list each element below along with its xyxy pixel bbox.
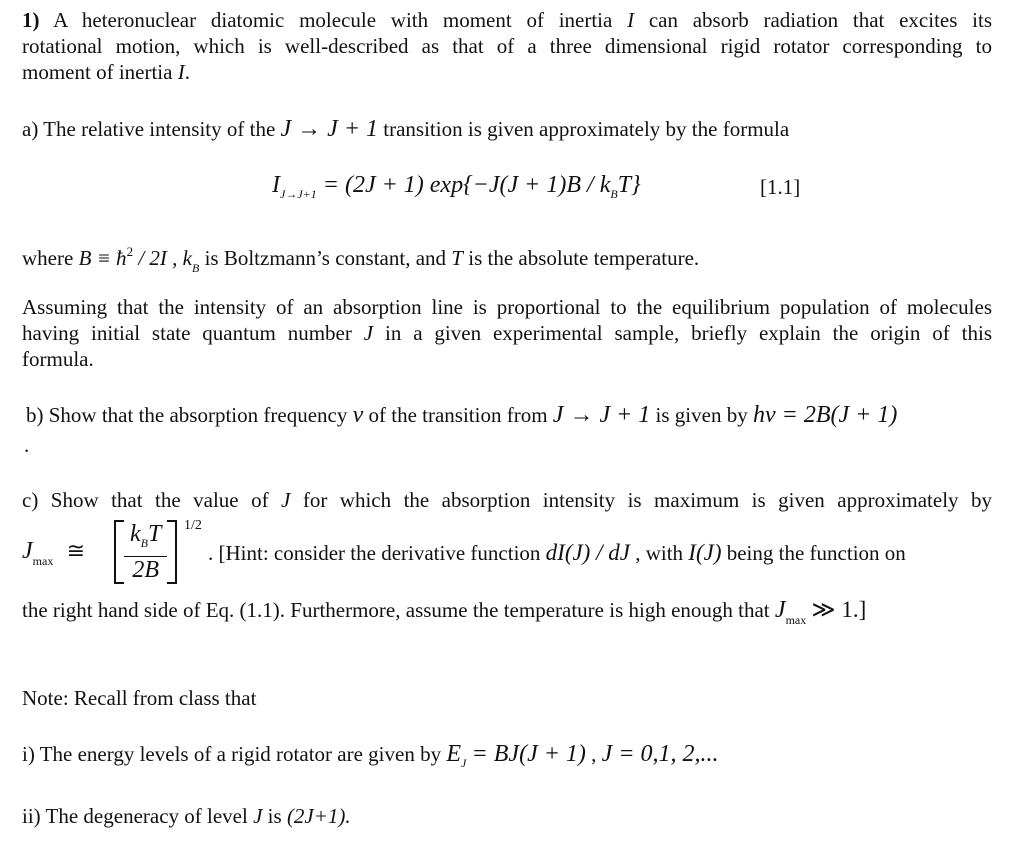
fraction-numerator [124, 521, 167, 557]
q1-line-2 [22, 33, 992, 59]
equation-number: [1.1] [760, 175, 801, 199]
note-ii-j: J [253, 804, 263, 828]
assume-text-1: Assuming that the intensity of an absorption line is proportional to the equilibrium population of molecules [22, 295, 992, 319]
eq-rhs: = (2J + 1) exp{−J(J + 1)B / k [322, 172, 611, 198]
where-sup: 2 [126, 244, 134, 259]
eq-lhs-sub: J→J+1 [280, 187, 317, 201]
part-b [26, 402, 897, 428]
assume-line-2 [22, 320, 992, 346]
eq-rhs-end: T} [617, 172, 641, 198]
kb-sub: B [191, 261, 200, 275]
energy-symbol: E [446, 741, 461, 767]
q1-text-3: rotational motion, which is well-described as that of a three dimensional rigid rotator corresponding to [22, 34, 992, 58]
power-exponent: 1/2 [184, 518, 202, 533]
part-a-intro-text: a) The relative intensity of the [22, 117, 276, 141]
where-text-3: is the absolute temperature. [468, 246, 700, 270]
jmax-formula-line [22, 516, 997, 588]
line3-jmax: J [774, 597, 786, 623]
q1-line-3: moment of inertia I. [22, 60, 190, 84]
kb-symbol: k [182, 246, 192, 270]
assume-j: J [363, 321, 374, 345]
part-c-text-1: c) Show that the value of [22, 488, 269, 512]
num-t: T [148, 521, 162, 547]
q1-text-1: A heteronuclear diatomic molecule with moment of inertia [53, 8, 613, 32]
note-ii-text: ii) The degeneracy of level [22, 804, 248, 828]
right-bracket [167, 520, 177, 584]
equation-1-1 [272, 172, 641, 207]
jmax-fraction [124, 521, 167, 583]
energy-equation: = BJ(J + 1) [471, 741, 586, 767]
assume-line-1 [22, 294, 992, 320]
note-title: Note: Recall from class that [22, 686, 257, 710]
fraction-denominator: 2B [132, 557, 160, 583]
part-b-text-1: b) Show that the absorption frequency [26, 403, 348, 427]
hint-ij: I(J) [688, 540, 722, 565]
note-ii-text-2: is [267, 804, 282, 828]
hint-text-2: , with [635, 541, 684, 565]
part-c-line-3 [22, 597, 866, 633]
hint-derivative: dI(J) / dJ [545, 540, 630, 565]
part-a-transition: J → J + 1 [280, 116, 379, 142]
jmax-bracket [114, 518, 202, 584]
part-b-text-3: is given by [655, 403, 748, 427]
note-item-i [22, 741, 719, 776]
note-i-text: i) The energy levels of a rigid rotator are given by [22, 742, 442, 766]
part-c-line3-text: the right hand side of Eq. (1.1). Furthermore, assume the temperature is high enough that [22, 598, 770, 622]
inertia-symbol-2: I [177, 60, 185, 84]
where-text: where [22, 246, 74, 270]
hint-text [208, 540, 906, 566]
part-c-text-2: for which the absorption intensity is maximum is given approximately by [302, 488, 993, 512]
part-b-transition: J → J + 1 [552, 402, 651, 428]
line3-sub: max [785, 613, 807, 627]
assume-text-2a: having initial state quantum number [22, 321, 352, 345]
num-k: k [130, 521, 141, 547]
part-c-line-1 [22, 487, 992, 513]
eq-rhs-sub: B [610, 187, 618, 201]
note-comma: , [591, 742, 597, 766]
line3-end: ≫ 1.] [811, 597, 867, 622]
eq-lhs: I [272, 172, 280, 198]
assume-text-2b: in a given experimental sample, briefly explain the origin of this [384, 321, 993, 345]
part-a-intro [22, 116, 789, 142]
num-sub: B [140, 536, 148, 550]
part-b-text-2: of the transition from [368, 403, 548, 427]
jmax-sub: max [32, 554, 54, 568]
note-item-ii [22, 803, 351, 829]
j-values: J = 0,1, 2,... [601, 741, 719, 767]
q1-line-1 [22, 7, 992, 33]
part-b-equation: hν = 2B(J + 1) [752, 402, 898, 428]
where-line [22, 239, 699, 281]
t-symbol: T [451, 246, 463, 270]
inertia-symbol: I [627, 8, 635, 32]
energy-sub: J [461, 756, 467, 770]
jmax-symbol: J [22, 538, 33, 564]
approx-symbol: ≅ [66, 538, 86, 563]
where-text-2: is Boltzmann’s constant, and [204, 246, 447, 270]
nu-symbol: ν [352, 402, 364, 428]
left-bracket [114, 520, 124, 584]
q1-text-2: can absorb radiation that excites its [648, 8, 992, 32]
part-c-j: J [281, 488, 291, 512]
hint-text-1: . [Hint: consider the derivative function [208, 541, 541, 565]
degeneracy-value: (2J+1). [286, 804, 351, 828]
where-b-def: B ≡ ħ [78, 246, 127, 270]
assume-text-3: formula. [22, 347, 94, 371]
part-a-intro-end: transition is given approximately by the formula [383, 117, 790, 141]
hint-text-3: being the function on [726, 541, 906, 565]
q1-text-4: moment of inertia [22, 60, 173, 84]
jmax-lhs [22, 538, 85, 569]
assume-line-3 [22, 346, 94, 372]
question-number: 1) [22, 8, 40, 32]
part-b-dot: . [24, 433, 30, 457]
where-b-end: / 2I , [138, 246, 178, 270]
